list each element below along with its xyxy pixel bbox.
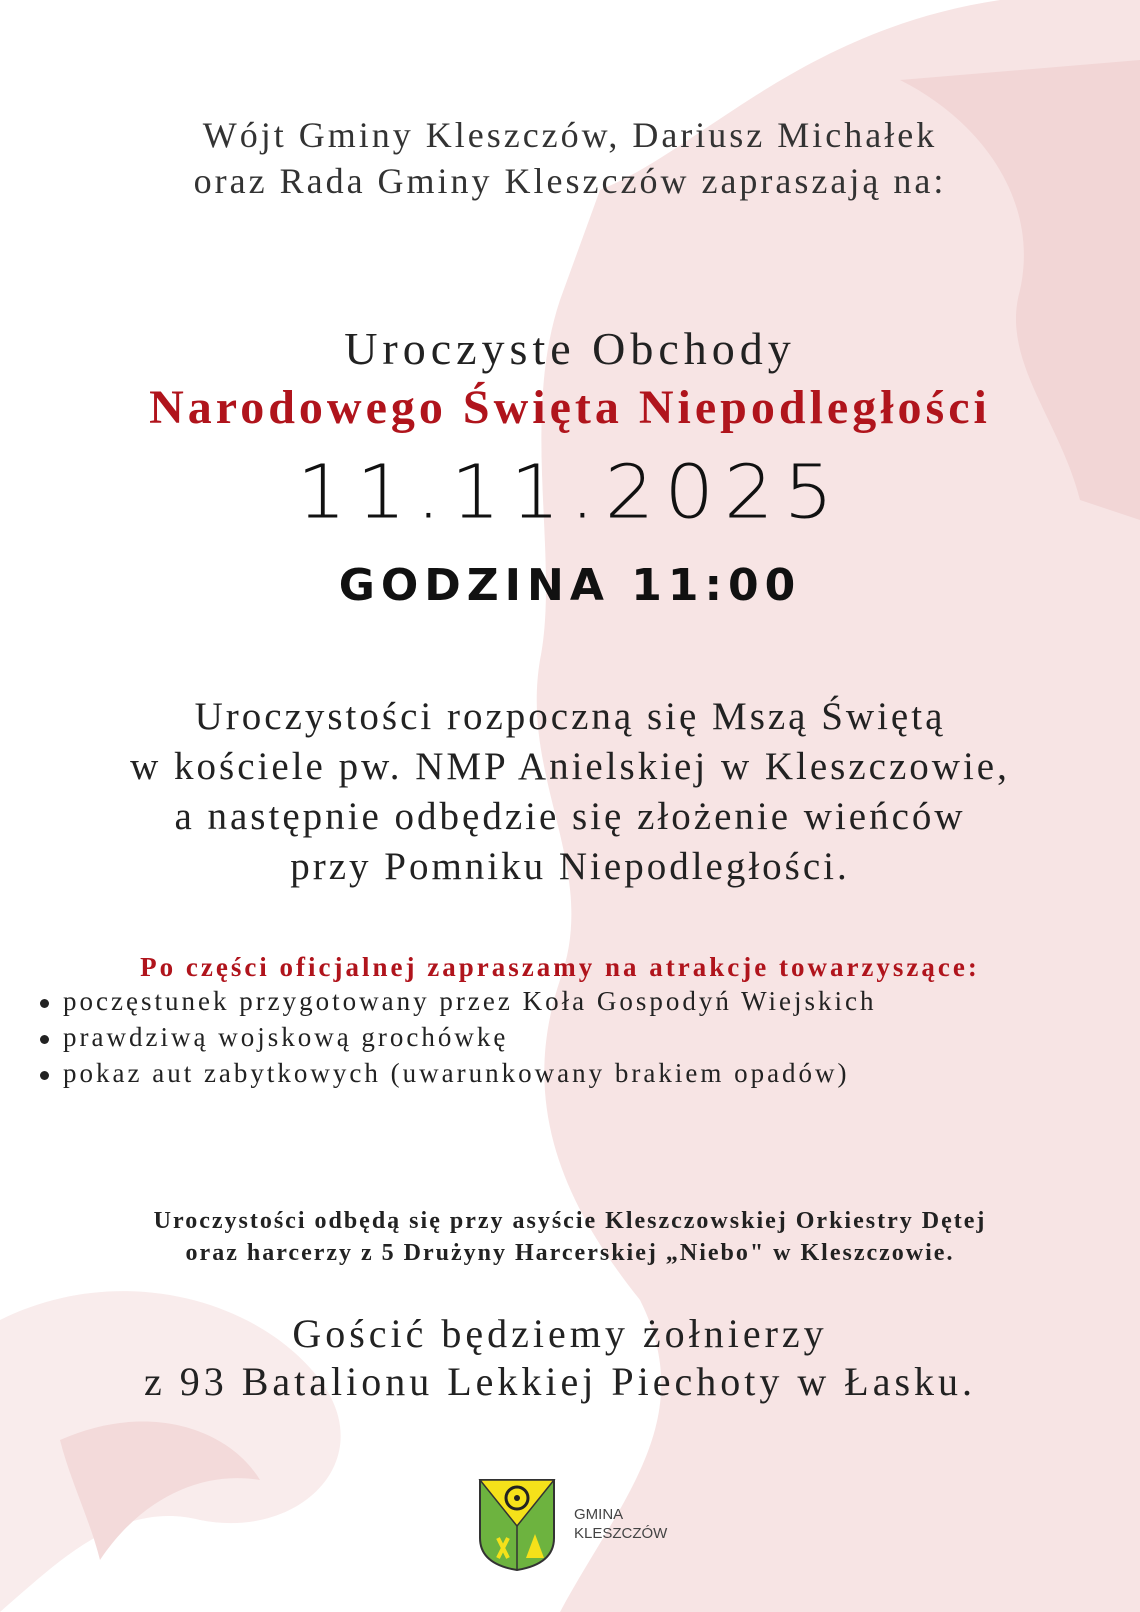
bullet-icon [40,999,49,1008]
logo-text: GMINA KLESZCZÓW [574,1506,668,1542]
title-line-2: Narodowego Święta Niepodległości [149,381,991,434]
assist-line-2: oraz harcerzy z 5 Drużyny Harcerskiej „Niebo" w Kleszczowie. [185,1240,955,1266]
kleszczow-coat-of-arms-logo [478,1478,556,1572]
attraction-item: pokaz aut zabytkowych (uwarunkowany brakiem opadów) [40,1058,850,1089]
bullet-icon [40,1071,49,1080]
program-line-1: Uroczystości rozpoczną się Mszą Świętą [194,695,946,738]
event-date: 11.11.2025 [296,450,844,536]
program-line-2: w kościele pw. NMP Anielskiej w Kleszczowie, [130,745,1010,788]
guests-line-2: z 93 Batalionu Lekkiej Piechoty w Łasku. [143,1359,977,1404]
assist-line-1: Uroczystości odbędą się przy asyście Kleszczowskiej Orkiestry Dętej [153,1208,987,1234]
guests-line-1: Gościć będziemy żołnierzy [292,1311,828,1356]
attraction-item: prawdziwą wojskową grochówkę [40,1022,508,1053]
bullet-icon [40,1035,49,1044]
program-line-3: a następnie odbędzie się złożenie wieńców [174,795,966,838]
program-line-4: przy Pomniku Niepodległości. [290,845,850,888]
header-line-1: Wójt Gminy Kleszczów, Dariusz Michałek [202,115,938,155]
attractions-heading: Po części oficjalnej zapraszamy na atrakcje towarzyszące: [140,952,980,982]
attraction-item: poczęstunek przygotowany przez Koła Gospodyń Wiejskich [40,986,876,1017]
title-line-1: Uroczyste Obchody [344,323,796,374]
header-line-2: oraz Rada Gminy Kleszczów zapraszają na: [193,161,947,201]
event-hour: GODZINA 11:00 [338,560,802,611]
